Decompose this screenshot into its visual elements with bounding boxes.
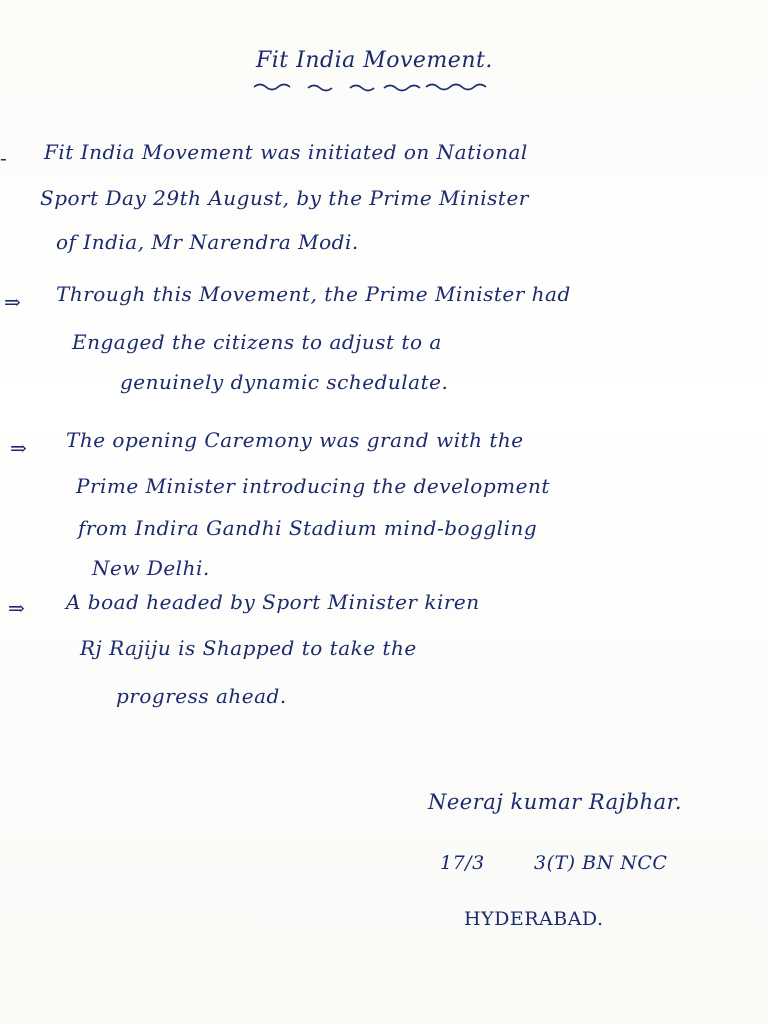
bullet-arrow-2: ⇒ [10, 436, 28, 460]
title-wavy-underline [252, 80, 502, 94]
paragraph-2-line-1: Through this Movement, the Prime Minister had [56, 282, 571, 306]
signature-unit: 3(T) BN NCC [534, 852, 668, 874]
page-title: Fit India Movement. [256, 48, 493, 73]
signature-date: 17/3 [440, 852, 485, 874]
bullet-dash: - [0, 146, 8, 170]
paragraph-2-line-2: Engaged the citizens to adjust to a [72, 330, 442, 354]
bullet-arrow-3: ⇒ [8, 596, 26, 620]
paragraph-3-line-2: Prime Minister introducing the development [76, 474, 550, 498]
paragraph-3-line-4: New Delhi. [92, 556, 210, 580]
bullet-arrow-1: ⇒ [4, 290, 22, 314]
paragraph-4-line-2: Rj Rajiju is Shapped to take the [80, 636, 417, 660]
paragraph-3-line-3: from Indira Gandhi Stadium mind-boggling [78, 516, 538, 540]
paragraph-1-line-2: Sport Day 29th August, by the Prime Minister [40, 186, 529, 210]
paragraph-4-line-1: A boad headed by Sport Minister kiren [66, 590, 480, 614]
paragraph-1-line-3: of India, Mr Narendra Modi. [56, 230, 359, 254]
paragraph-3-line-1: The opening Caremony was grand with the [66, 428, 524, 452]
paragraph-4-line-3: progress ahead. [116, 684, 287, 708]
paragraph-1-line-1: Fit India Movement was initiated on National [44, 140, 528, 164]
paragraph-2-line-3: genuinely dynamic schedulate. [120, 370, 449, 394]
signature-city: HYDERABAD. [464, 908, 604, 930]
signature-name: Neeraj kumar Rajbhar. [428, 790, 683, 814]
